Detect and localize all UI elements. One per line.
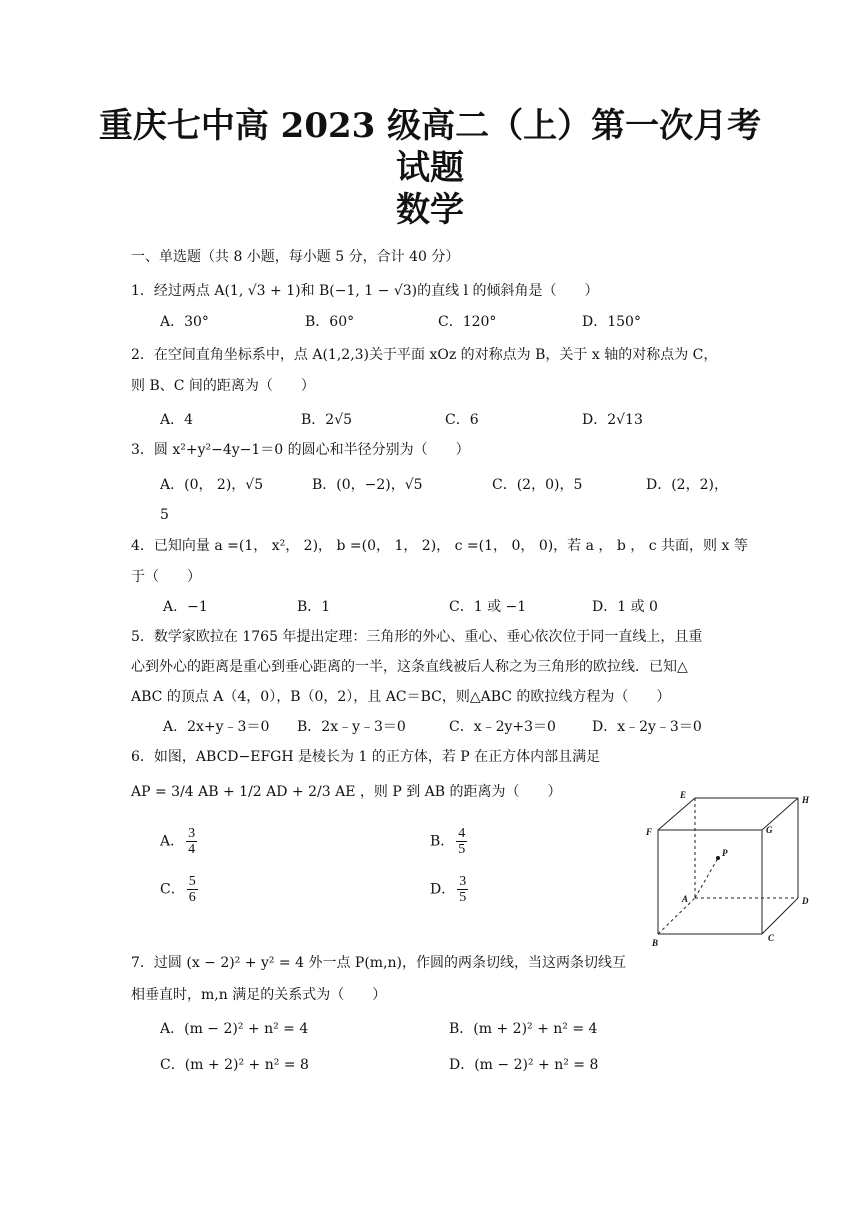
cube-label-d: D bbox=[802, 896, 809, 906]
question-6-option-b bbox=[430, 826, 469, 857]
option-b-denominator: 5 bbox=[458, 842, 466, 857]
question-1-option-a: A．30° bbox=[160, 314, 209, 330]
option-c-fraction bbox=[187, 874, 198, 905]
question-1-text: 1．经过两点 A(1, √3 + 1)和 B(−1, 1 − √3)的直线 l 的倾斜角是（ ） bbox=[131, 283, 599, 299]
question-5-option-c: C．x﹣2y+3＝0 bbox=[449, 719, 556, 735]
question-7-option-b: B．(m + 2)² + n² = 4 bbox=[449, 1021, 598, 1037]
question-1-option-c: C．120° bbox=[438, 314, 497, 330]
question-6-option-d bbox=[430, 874, 470, 905]
question-5-option-b: B．2x﹣y﹣3＝0 bbox=[297, 719, 406, 735]
option-b-label: B． bbox=[430, 833, 455, 850]
exam-title-line1: 重庆七中高 2023 级高二（上）第一次月考 bbox=[98, 106, 762, 146]
cube-label-c: C bbox=[768, 933, 775, 943]
exam-subject-title: 数学 bbox=[396, 190, 464, 230]
cube-edge-fe bbox=[658, 798, 695, 830]
option-d-numerator: 3 bbox=[459, 874, 467, 889]
question-4-option-c: C．1 或 −1 bbox=[449, 599, 527, 615]
question-6-option-c bbox=[160, 874, 200, 905]
option-d-label: D． bbox=[430, 881, 456, 898]
option-d-fraction bbox=[457, 874, 468, 905]
option-c-denominator: 6 bbox=[188, 890, 196, 905]
option-a-fraction bbox=[186, 826, 197, 857]
question-5-option-d: D．x﹣2y﹣3＝0 bbox=[592, 719, 702, 735]
question-3-option-a: A．(0， 2)，√5 bbox=[160, 477, 264, 493]
question-7-line2: 相垂直时，m,n 满足的关系式为（ ） bbox=[131, 987, 387, 1003]
exam-title-line2: 试题 bbox=[396, 148, 464, 188]
question-2-option-d: D．2√13 bbox=[582, 412, 643, 428]
question-4-option-d: D．1 或 0 bbox=[592, 599, 658, 615]
question-3-option-b: B．(0，−2)，√5 bbox=[312, 477, 423, 493]
question-5-line1: 5．数学家欧拉在 1765 年提出定理：三角形的外心、重心、垂心依次位于同一直线上，且重 bbox=[131, 629, 703, 645]
question-2-line2: 则 B、C 间的距离为（ ） bbox=[131, 378, 315, 394]
question-5-line2: 心到外心的距离是重心到垂心距离的一半，这条直线被后人称之为三角形的欧拉线．已知△ bbox=[131, 659, 688, 675]
question-5-line3: ABC 的顶点 A（4，0），B（0，2），且 AC＝BC，则△ABC 的欧拉线方程为（ ） bbox=[131, 689, 671, 705]
cube-edge-ba bbox=[658, 898, 695, 934]
section-heading: 一、单选题（共 8 小题，每小题 5 分，合计 40 分） bbox=[131, 249, 460, 265]
question-2-line1: 2．在空间直角坐标系中，点 A(1,2,3)关于平面 xOz 的对称点为 B，关于 x 轴的对称点为 C， bbox=[131, 347, 718, 363]
question-3-option-d: D．(2，2)， bbox=[646, 477, 728, 493]
option-c-label: C． bbox=[160, 881, 185, 898]
option-b-fraction bbox=[456, 826, 467, 857]
question-1-option-b: B．60° bbox=[305, 314, 355, 330]
question-5-option-a: A．2x+y﹣3＝0 bbox=[163, 719, 270, 735]
question-4-option-a: A．−1 bbox=[163, 599, 208, 615]
cube-edge-cd bbox=[762, 898, 798, 934]
question-1-option-d: D．150° bbox=[582, 314, 641, 330]
option-a-label: A． bbox=[160, 833, 185, 850]
question-3-option-d-continued: 5 bbox=[160, 507, 169, 523]
point-p-dot bbox=[716, 856, 720, 860]
option-a-numerator: 3 bbox=[188, 826, 196, 841]
cube-label-f: F bbox=[646, 827, 653, 837]
question-3-option-c: C．(2，0)，5 bbox=[492, 477, 583, 493]
question-7-option-a: A．(m − 2)² + n² = 4 bbox=[160, 1021, 309, 1037]
question-4-line1: 4．已知向量 a =(1， x²， 2)， b =(0， 1， 2)， c =(1， 0， 0)，若 a ， b ， c 共面，则 x 等 bbox=[131, 538, 748, 554]
cube-segment-ap bbox=[695, 858, 718, 898]
cube-label-g: G bbox=[766, 825, 773, 835]
cube-label-p: P bbox=[722, 848, 728, 858]
question-2-option-c: C．6 bbox=[445, 412, 479, 428]
cube-figure bbox=[640, 784, 820, 954]
option-a-denominator: 4 bbox=[188, 842, 196, 857]
option-d-denominator: 5 bbox=[459, 890, 467, 905]
question-7-option-d: D．(m − 2)² + n² = 8 bbox=[449, 1057, 599, 1073]
question-4-line2: 于（ ） bbox=[131, 569, 201, 585]
question-2-option-b: B．2√5 bbox=[301, 412, 353, 428]
cube-label-b: B bbox=[652, 938, 659, 948]
question-6-line2: AP = 3/4 AB + 1/2 AD + 2/3 AE ，则 P 到 AB 的距离为（ ） bbox=[131, 784, 562, 800]
question-7-option-c: C．(m + 2)² + n² = 8 bbox=[160, 1057, 309, 1073]
cube-label-h: H bbox=[802, 795, 810, 805]
question-4-option-b: B．1 bbox=[297, 599, 331, 615]
question-3-text: 3．圆 x²+y²−4y−1＝0 的圆心和半径分别为（ ） bbox=[131, 442, 470, 458]
cube-label-e: E bbox=[680, 790, 687, 800]
option-b-numerator: 4 bbox=[458, 826, 466, 841]
cube-label-a: A bbox=[682, 894, 689, 904]
option-c-numerator: 5 bbox=[188, 874, 196, 889]
question-7-line1: 7．过圆 (x − 2)² + y² = 4 外一点 P(m,n)，作圆的两条切线，当这两条切线互 bbox=[131, 955, 627, 971]
question-6-line1: 6．如图，ABCD−EFGH 是棱长为 1 的正方体，若 P 在正方体内部且满足 bbox=[131, 749, 601, 765]
question-6-option-a bbox=[160, 826, 199, 857]
question-2-option-a: A．4 bbox=[160, 412, 194, 428]
